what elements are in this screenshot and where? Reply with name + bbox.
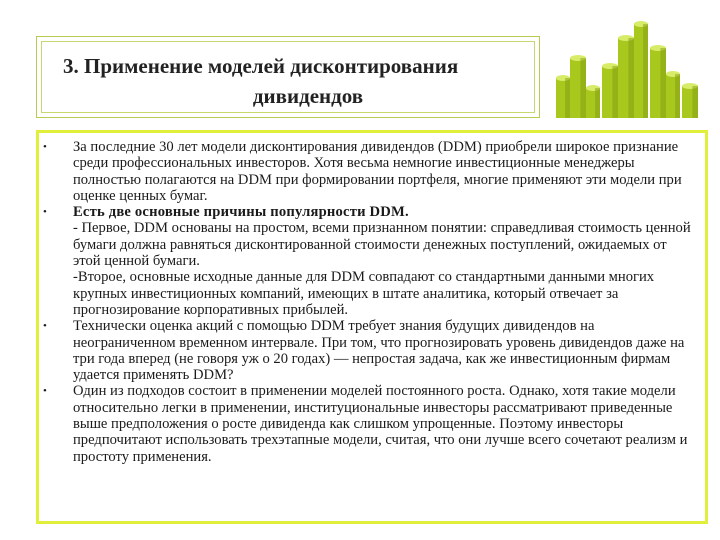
bullet-heading: Есть две основные причины популярности DDM. bbox=[73, 204, 409, 221]
decorative-bar-shade bbox=[612, 66, 618, 118]
decorative-bar-shade bbox=[628, 38, 634, 118]
slide-title-line1: 3. Применение моделей дисконтирования bbox=[63, 54, 459, 78]
bullet-text: За последние 30 лет модели дисконтирования дивидендов (DDM) приобрели широкое признание среди профессиональных инвесторов. Хотя весьма немногие инвестиционные менеджеры полностью полагаются на DDM при формировании портфеля, многие применяют эти модели при оценке ценных бумаг. bbox=[73, 139, 682, 204]
decorative-bar-shade bbox=[595, 88, 600, 118]
title-box bbox=[36, 36, 540, 118]
bullet-text: Один из подходов состоит в применении моделей постоянного роста. Однако, хотя такие модели относительно легки в применении, институциональные инвесторы рассматривают приведенные выше предположения о росте дивиденда как слишком упрощенные. Поэтому инвесторы предпочитают использовать трехэтапные модели, считая, что они лучше всего сочетают реализм и простоту применения. bbox=[73, 383, 688, 465]
bullet-marker: • bbox=[43, 206, 47, 219]
decorative-bar-shade bbox=[675, 74, 680, 118]
slide-title bbox=[37, 51, 539, 111]
bullet-subtext-first: - Первое, DDM основаны на простом, всеми признанном понятии: справедливая стоимость ценной бумаги должна равняться дисконтированной стоимости денежных поступлений, ожидаемых от этой ценной бумаги. bbox=[73, 220, 691, 270]
decorative-bar-shade bbox=[660, 48, 666, 118]
bullet-text: Технически оценка акций с помощью DDM требует знания будущих дивидендов на неограниченном временном интервале. При том, что прогнозировать уровень дивидендов даже на три года вперед (не говоря уж о 20 годах) — непростая задача, как же инвестиционным фирмам удается применять DDM? bbox=[73, 318, 685, 384]
bullet-marker: • bbox=[43, 320, 47, 333]
decorative-bar-shade bbox=[565, 78, 570, 118]
bullet-marker: • bbox=[43, 385, 47, 398]
bar-chart-decoration bbox=[548, 20, 708, 120]
bullet-subtext-second: -Второе, основные исходные данные для DDM совпадают со стандартными данными многих крупных инвестиционных компаний, имеющих в штате аналитика, который отвечает за прогнозирование корпоративных прибылей. bbox=[73, 269, 655, 318]
list-item bbox=[39, 204, 697, 318]
list-item bbox=[39, 318, 697, 383]
bullet-marker: • bbox=[43, 141, 47, 153]
decorative-bar-shade bbox=[643, 24, 648, 118]
decorative-bar-shade bbox=[580, 58, 586, 118]
slide-title-line2: дивидендов bbox=[252, 84, 364, 108]
content-box bbox=[36, 130, 708, 524]
bullet-list bbox=[39, 139, 697, 465]
list-item bbox=[39, 383, 697, 464]
decorative-bar-shade bbox=[692, 86, 698, 118]
list-item bbox=[39, 139, 697, 204]
